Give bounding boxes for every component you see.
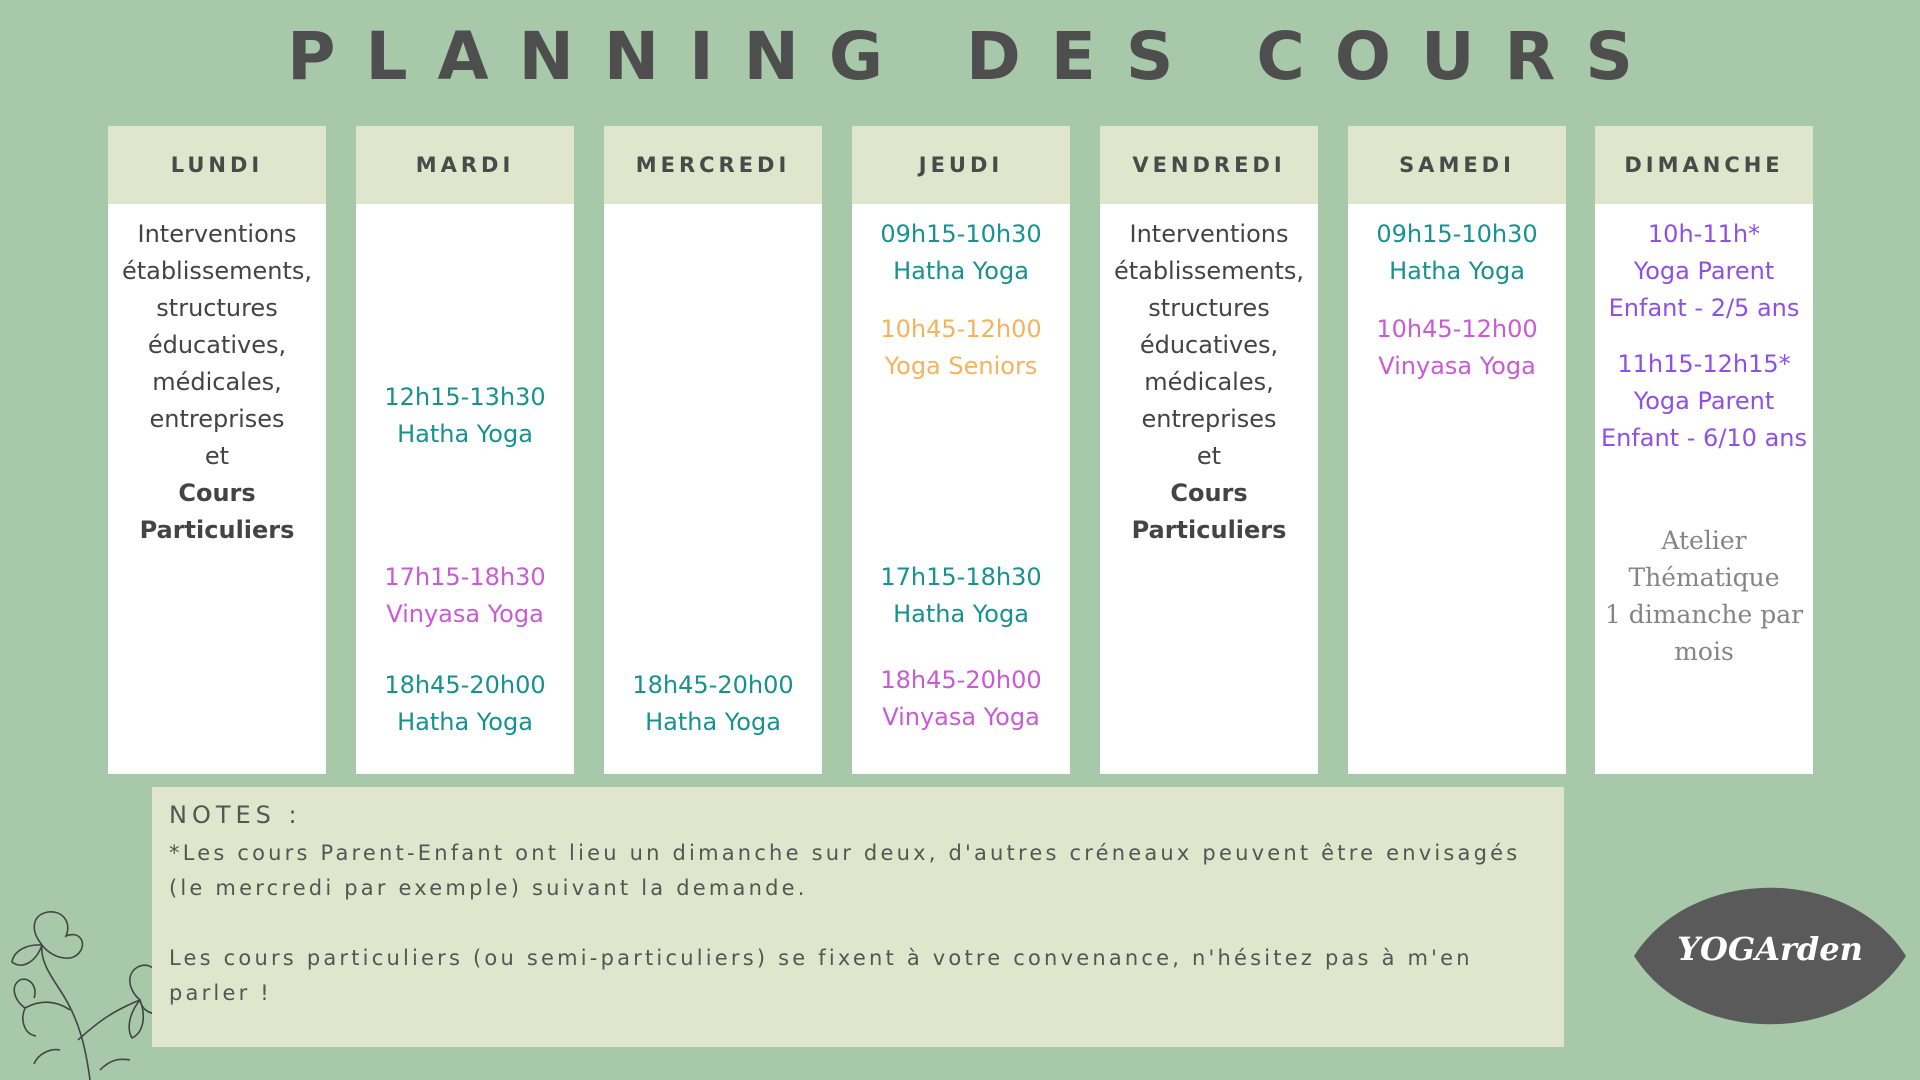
day-column-vendredi	[1100, 126, 1318, 774]
slot-line: Enfant - 2/5 ans	[1608, 294, 1800, 322]
logo-text: YOGArden	[1677, 930, 1863, 968]
slot-time: 18h45-20h00	[880, 666, 1042, 694]
course-slot	[1348, 311, 1566, 385]
notes-box	[152, 787, 1564, 1047]
page-title: PLANNING DES COURS	[287, 18, 1663, 95]
notes-paragraph: *Les cours Parent-Enfant ont lieu un dimanche sur deux, d'autres créneaux peuvent être envisagés (le mercredi par exemple) suivant la demande.	[169, 841, 1521, 900]
day-column-dimanche	[1595, 126, 1813, 774]
day-header: VENDREDI	[1100, 126, 1318, 204]
slot-line-bold: Cours	[1170, 479, 1248, 507]
slot-time: 18h45-20h00	[384, 671, 546, 699]
intervention-slot	[108, 216, 326, 549]
slot-line: Interventions	[137, 220, 297, 248]
course-slot	[1595, 346, 1813, 457]
slot-course: Hatha Yoga	[893, 257, 1029, 285]
slot-time: 10h45-12h00	[880, 315, 1042, 343]
slot-time: 09h15-10h30	[880, 220, 1042, 248]
slot-line: et	[204, 442, 230, 470]
day-header: JEUDI	[852, 126, 1070, 204]
slot-line: mois	[1674, 637, 1734, 666]
course-slot	[1348, 216, 1566, 290]
slot-line: 11h15-12h15*	[1617, 350, 1791, 378]
slot-line: médicales,	[1144, 368, 1274, 396]
slot-line: structures	[1148, 294, 1270, 322]
course-slot	[356, 379, 574, 453]
course-slot	[852, 559, 1070, 633]
slot-course: Hatha Yoga	[645, 708, 781, 736]
course-slot	[356, 559, 574, 633]
slot-time: 10h45-12h00	[1376, 315, 1538, 343]
slot-time: 17h15-18h30	[384, 563, 546, 591]
notes-paragraph: Les cours particuliers (ou semi-particuliers) se fixent à votre convenance, n'hésitez pas à m'en parler !	[169, 946, 1473, 1005]
slot-line-bold: Particuliers	[1131, 516, 1287, 544]
slot-line: Yoga Parent	[1633, 387, 1775, 415]
day-column-samedi	[1348, 126, 1566, 774]
slot-line: et	[1196, 442, 1222, 470]
slot-line: 1 dimanche par	[1604, 600, 1804, 629]
slot-time: 09h15-10h30	[1376, 220, 1538, 248]
slot-time: 18h45-20h00	[632, 671, 794, 699]
workshop-slot	[1595, 522, 1813, 670]
slot-line: éducatives,	[147, 331, 287, 359]
day-column-mardi	[356, 126, 574, 774]
course-slot	[852, 311, 1070, 385]
slot-line: entreprises	[1141, 405, 1277, 433]
slot-course: Hatha Yoga	[397, 420, 533, 448]
notes-title: NOTES :	[169, 801, 302, 829]
day-column-lundi	[108, 126, 326, 774]
slot-line: médicales,	[152, 368, 282, 396]
day-column-mercredi	[604, 126, 822, 774]
slot-course: Yoga Seniors	[884, 352, 1038, 380]
day-header: MERCREDI	[604, 126, 822, 204]
slot-course: Hatha Yoga	[397, 708, 533, 736]
day-header: SAMEDI	[1348, 126, 1566, 204]
intervention-slot	[1100, 216, 1318, 549]
day-column-jeudi	[852, 126, 1070, 774]
slot-line: Enfant - 6/10 ans	[1600, 424, 1807, 452]
course-slot	[356, 667, 574, 741]
slot-line-bold: Particuliers	[139, 516, 295, 544]
slot-line-bold: Cours	[178, 479, 256, 507]
slot-time: 12h15-13h30	[384, 383, 546, 411]
slot-line: entreprises	[149, 405, 285, 433]
slot-time: 17h15-18h30	[880, 563, 1042, 591]
slot-course: Vinyasa Yoga	[882, 703, 1040, 731]
course-slot	[852, 662, 1070, 736]
slot-line: Atelier	[1661, 526, 1747, 555]
course-slot	[1595, 216, 1813, 327]
slot-course: Vinyasa Yoga	[386, 600, 544, 628]
slot-line: établissements,	[1113, 257, 1305, 285]
slot-line: Thématique	[1628, 563, 1780, 592]
day-header: LUNDI	[108, 126, 326, 204]
day-header: DIMANCHE	[1595, 126, 1813, 204]
slot-line: éducatives,	[1139, 331, 1279, 359]
slot-line: établissements,	[121, 257, 313, 285]
slot-line: Interventions	[1129, 220, 1289, 248]
slot-line: Yoga Parent	[1633, 257, 1775, 285]
course-slot	[604, 667, 822, 741]
slot-course: Hatha Yoga	[893, 600, 1029, 628]
course-slot	[852, 216, 1070, 290]
notes-text	[169, 836, 1549, 1011]
slot-line: 10h-11h*	[1647, 220, 1761, 248]
slot-course: Hatha Yoga	[1389, 257, 1525, 285]
day-header: MARDI	[356, 126, 574, 204]
slot-line: structures	[156, 294, 278, 322]
slot-course: Vinyasa Yoga	[1378, 352, 1536, 380]
